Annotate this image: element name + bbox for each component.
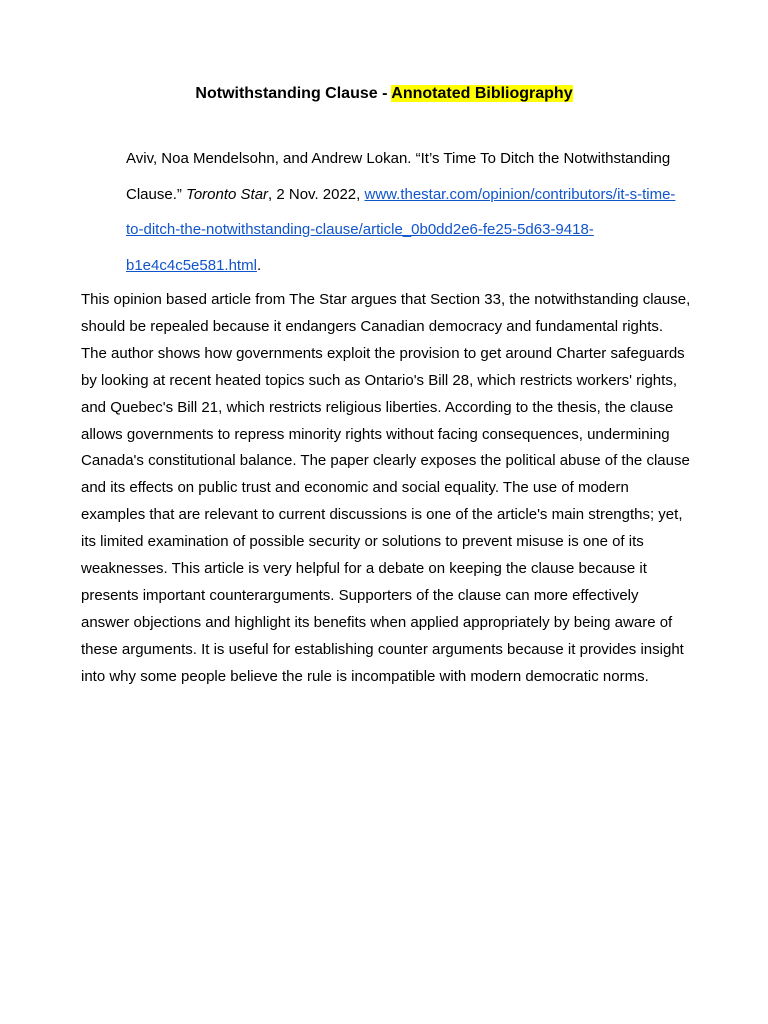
citation-authors-title: Aviv, Noa Mendelsohn, and Andrew Lokan. “It’s Time To Ditch the Notwithstanding Clause.”	[126, 150, 671, 203]
annotation-paragraph: This opinion based article from The Star argues that Section 33, the notwithstanding clause, should be repealed because it endangers Canadian democracy and fundamental rights. The author shows how governments exploit the provision to get around Charter safeguards by looking at recent heated topics such as Ontario's Bill 28, which restricts workers' rights, and Quebec's Bill 21, which restricts religious liberties. According to the thesis, the clause allows governments to repress minority rights without facing consequences, undermining Canada's constitutional balance. The paper clearly exposes the political abuse of the clause and its effects on public trust and economic and social equality. The use of modern examples that are relevant to current discussions is one of the article's main strengths; yet, its limited examination of possible security or solutions to prevent misuse is one of its weaknesses. This article is very helpful for a debate on keeping the clause because it presents important counterarguments. Supporters of the clause can more effectively answer objections and highlight its benefits when applied appropriately by being aware of these arguments. It is useful for establishing counter arguments because it provides insight into why some people believe the rule is incompatible with modern democratic norms.	[81, 291, 691, 685]
citation-link-part-1[interactable]: www.thestar.com/opinion/contributors/it-s-time-	[364, 185, 676, 203]
document-title	[0, 83, 768, 105]
title-highlighted-text: Annotated Bibliography	[391, 85, 573, 102]
citation-publication: Toronto Star	[186, 185, 269, 203]
citation-end-period: .	[256, 256, 262, 274]
title-main-text: Notwithstanding Clause -	[195, 85, 392, 102]
mla-citation	[126, 141, 696, 283]
citation-date: , 2 Nov. 2022,	[268, 185, 365, 203]
citation-link-part-3[interactable]: b1e4c4c5e581.html	[126, 256, 257, 274]
citation-link-part-2[interactable]: to-ditch-the-notwithstanding-clause/article_0b0dd2e6-fe25-5d63-9418-	[126, 221, 594, 238]
